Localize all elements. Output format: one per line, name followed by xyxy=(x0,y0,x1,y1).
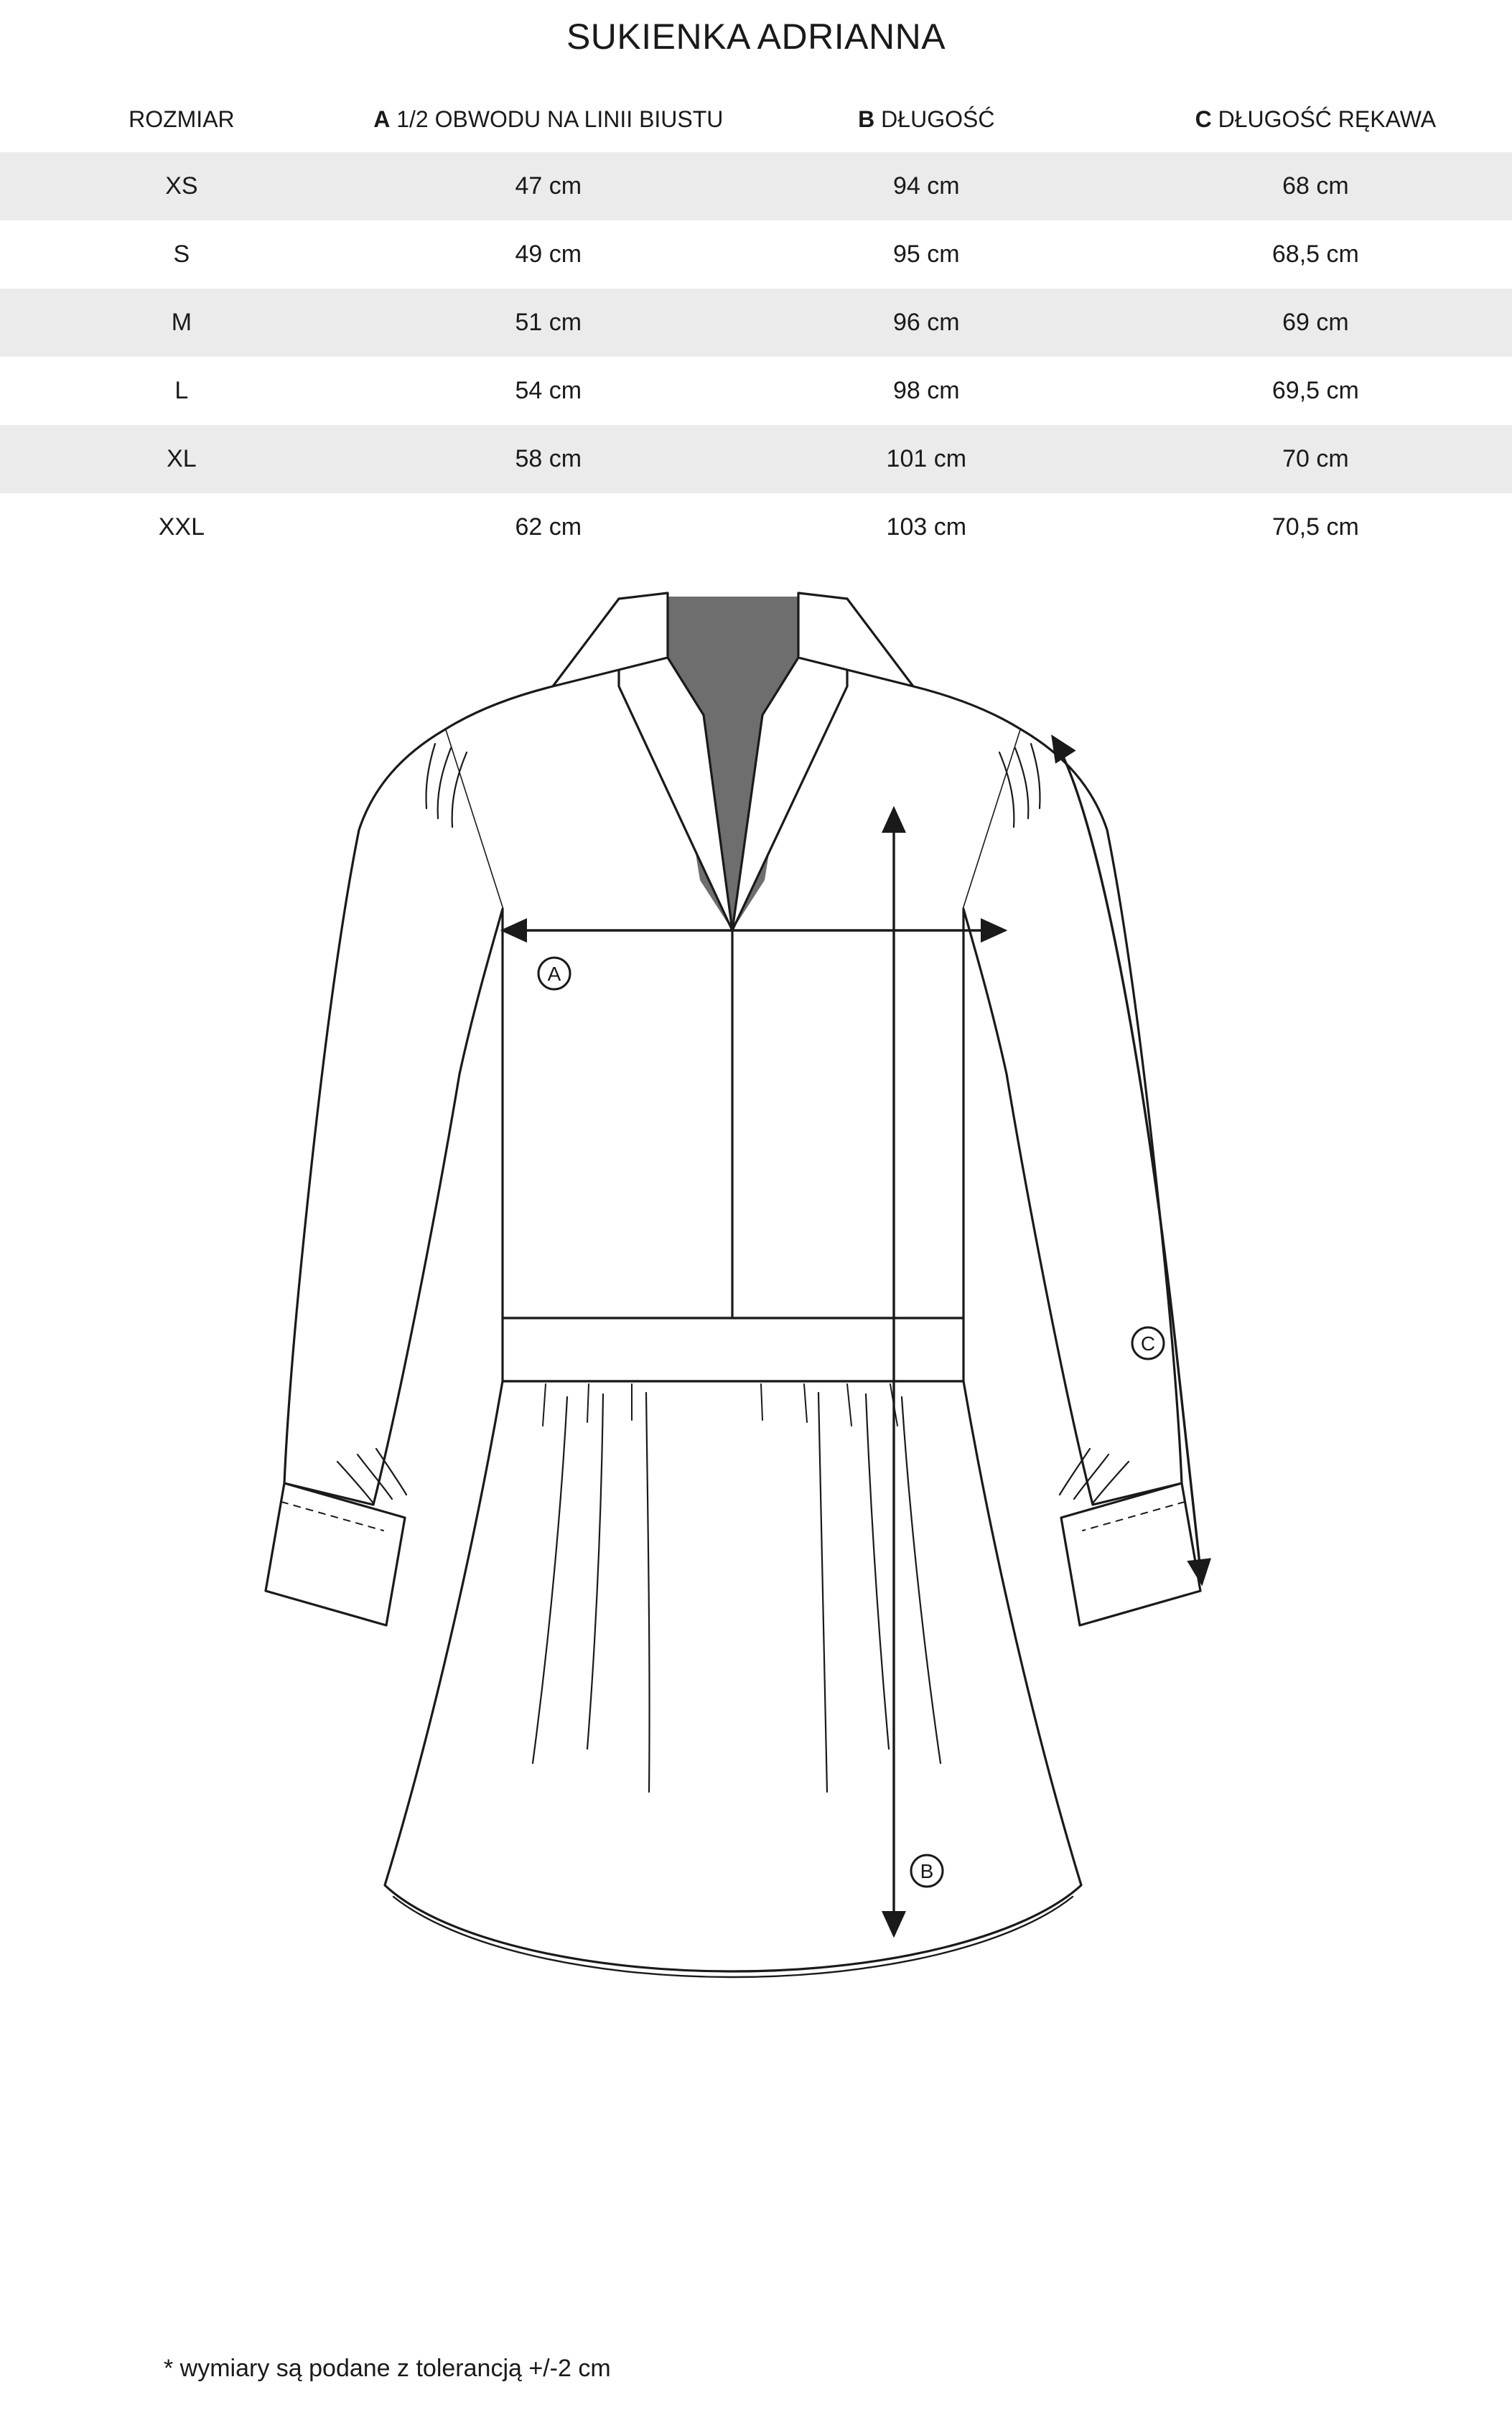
cell-b: 98 cm xyxy=(893,377,960,404)
table-head xyxy=(0,98,1512,152)
sleeve-right xyxy=(963,729,1182,1505)
garment-technical-drawing xyxy=(0,571,1512,2036)
cuff-right xyxy=(1061,1483,1200,1625)
cell-a: 54 cm xyxy=(515,377,582,404)
cell-c: 68,5 cm xyxy=(1271,240,1359,268)
cell-size: M xyxy=(171,309,192,336)
cell-a: 47 cm xyxy=(515,172,582,200)
cell-size: XXL xyxy=(158,513,205,541)
header-letter-b: B xyxy=(858,106,875,132)
table-body xyxy=(0,152,1512,561)
header-label-a: 1/2 OBWODU NA LINII BIUSTU xyxy=(396,106,724,132)
header-letter-c: C xyxy=(1195,106,1212,132)
skirt xyxy=(385,1381,1081,1971)
cell-size: S xyxy=(173,240,190,268)
tolerance-footnote: * wymiary są podane z tolerancją +/-2 cm xyxy=(164,2355,611,2382)
table-row xyxy=(0,425,1512,493)
header-size: ROZMIAR xyxy=(129,106,235,132)
table-row xyxy=(0,220,1512,289)
cell-b: 101 cm xyxy=(886,445,967,472)
garment-figure xyxy=(0,571,1512,2036)
marker-label-a: A xyxy=(547,963,561,985)
header-label-c: DŁUGOŚĆ RĘKAWA xyxy=(1218,106,1437,132)
cell-a: 49 cm xyxy=(515,240,582,268)
cell-a: 51 cm xyxy=(515,309,582,336)
table-row xyxy=(0,289,1512,357)
table-row xyxy=(0,152,1512,220)
header-measure-c xyxy=(1119,98,1512,152)
cell-size: XL xyxy=(167,445,197,472)
header-label-b: DŁUGOŚĆ xyxy=(881,106,995,132)
cell-b: 103 cm xyxy=(886,513,967,541)
cell-a: 62 cm xyxy=(515,513,582,541)
table-header-row xyxy=(0,98,1512,152)
table-row xyxy=(0,357,1512,425)
cell-b: 94 cm xyxy=(893,172,960,200)
page-title: SUKIENKA ADRIANNA xyxy=(566,17,946,57)
cell-a: 58 cm xyxy=(515,445,582,472)
header-letter-a: A xyxy=(373,106,391,132)
cell-b: 95 cm xyxy=(893,240,960,268)
cell-c: 70,5 cm xyxy=(1271,513,1359,541)
cell-b: 96 cm xyxy=(893,309,960,336)
cell-c: 68 cm xyxy=(1282,172,1349,200)
sleeve-left xyxy=(284,729,503,1505)
cuff-left xyxy=(266,1483,405,1625)
header-measure-b xyxy=(734,98,1119,152)
header-measure-a xyxy=(363,98,734,152)
cell-c: 70 cm xyxy=(1282,445,1349,472)
cell-size: L xyxy=(174,377,189,404)
size-table xyxy=(0,98,1512,561)
cell-size: XS xyxy=(165,172,198,200)
table-row xyxy=(0,493,1512,561)
cell-c: 69,5 cm xyxy=(1271,377,1359,404)
cell-c: 69 cm xyxy=(1282,309,1349,336)
marker-label-c: C xyxy=(1140,1332,1156,1355)
marker-label-b: B xyxy=(920,1860,934,1882)
